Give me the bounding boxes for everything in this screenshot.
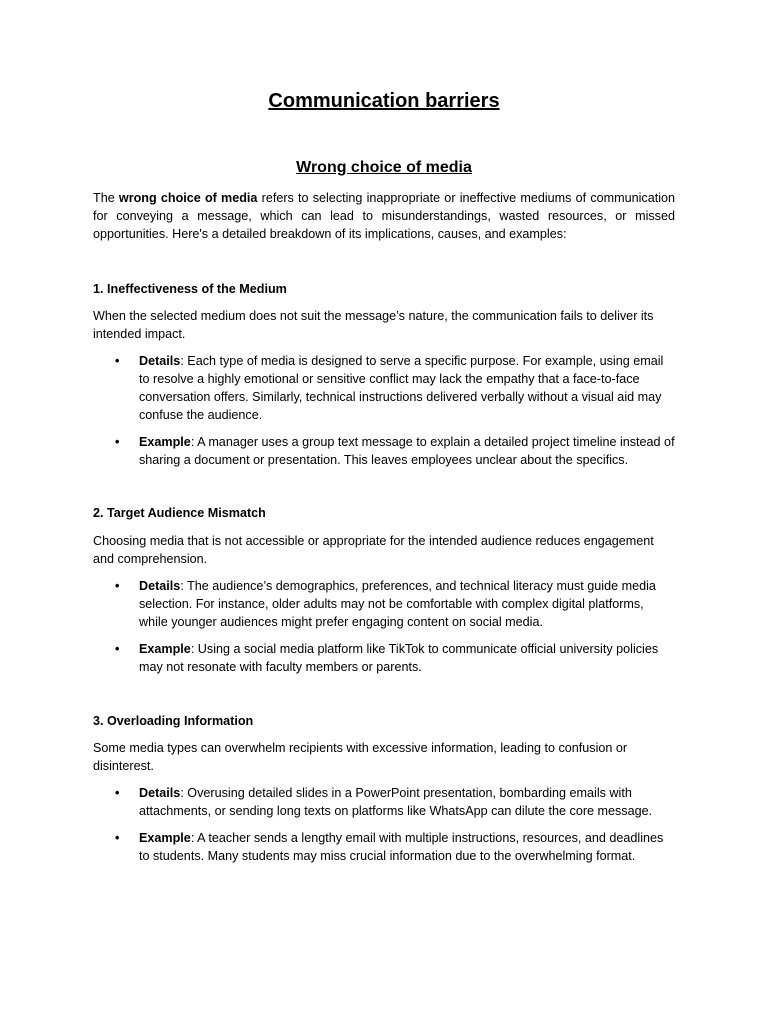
bullet-glyph: •: [115, 831, 120, 845]
bullet-text: : A teacher sends a lengthy email with multiple instructions, resources, and deadlines to students. Many students may miss crucial information due to the overwhelming format.: [139, 831, 664, 863]
bullet-text: : Using a social media platform like TikTok to communicate official university policies may not resonate with faculty members or parents.: [139, 642, 659, 674]
bullet-label: Details: [139, 354, 181, 368]
intro-lead: The: [93, 191, 115, 205]
intro-rest: refers to selecting inappropriate or ineffective mediums of communication for conveying a message, which can lead to misunderstandings, wasted resources, or missed opportunities. Here's a detailed breakdown of its implications, causes, and examples:: [93, 191, 676, 241]
intro-term: wrong choice of media: [118, 191, 258, 205]
section-paragraph-2: Choosing media that is not accessible or appropriate for the intended audience reduces engagement and comprehension.: [93, 534, 654, 566]
bullet-text: : A manager uses a group text message to explain a detailed project timeline instead of sharing a document or presentation. This leaves employees unclear about the specifics.: [139, 435, 675, 467]
bullet-glyph: •: [115, 579, 120, 593]
bullet-label: Example: [139, 831, 191, 845]
list-item: [93, 577, 675, 631]
bullet-glyph: •: [115, 642, 120, 656]
bullet-glyph: •: [115, 435, 120, 449]
bullet-label: Details: [139, 579, 181, 593]
section-paragraph-3: Some media types can overwhelm recipients with excessive information, leading to confusion or disinterest.: [93, 741, 628, 773]
list-item: [93, 784, 675, 820]
section-bullets-1: [93, 352, 675, 478]
list-item: [93, 352, 675, 424]
bullet-label: Example: [139, 435, 191, 449]
section-bullets-2: [93, 577, 675, 685]
bullet-text: : The audience’s demographics, preferences, and technical literacy must guide media selection. For instance, older adults may not be comfortable with complex digital platforms, while younger audiences might prefer engaging content on social media.: [139, 579, 656, 629]
list-item: [93, 640, 675, 676]
intro-paragraph: [93, 189, 675, 243]
list-item: [93, 829, 675, 865]
bullet-glyph: •: [115, 786, 120, 800]
section-paragraph-1: When the selected medium does not suit the message’s nature, the communication fails to deliver its intended impact.: [93, 309, 654, 341]
bullet-label: Example: [139, 642, 191, 656]
section-subtitle: Wrong choice of media: [296, 159, 472, 176]
bullet-label: Details: [139, 786, 181, 800]
section-bullets-3: [93, 784, 675, 874]
section-heading-1: 1. Ineffectiveness of the Medium: [93, 282, 287, 296]
bullet-text: : Overusing detailed slides in a PowerPoint presentation, bombarding emails with attachments, or sending long texts on platforms like WhatsApp can dilute the core message.: [139, 786, 653, 818]
list-item: [93, 433, 675, 469]
section-heading-2: 2. Target Audience Mismatch: [93, 506, 266, 520]
bullet-text: : Each type of media is designed to serve a specific purpose. For example, using email to resolve a highly emotional or sensitive conflict may lack the empathy that a face-to-face conversation offers. Similarly, technical instructions delivered verbally without a visual aid may confuse the audience.: [139, 354, 664, 422]
bullet-glyph: •: [115, 354, 120, 368]
section-heading-3: 3. Overloading Information: [93, 714, 254, 728]
document-title: Communication barriers: [268, 90, 500, 112]
